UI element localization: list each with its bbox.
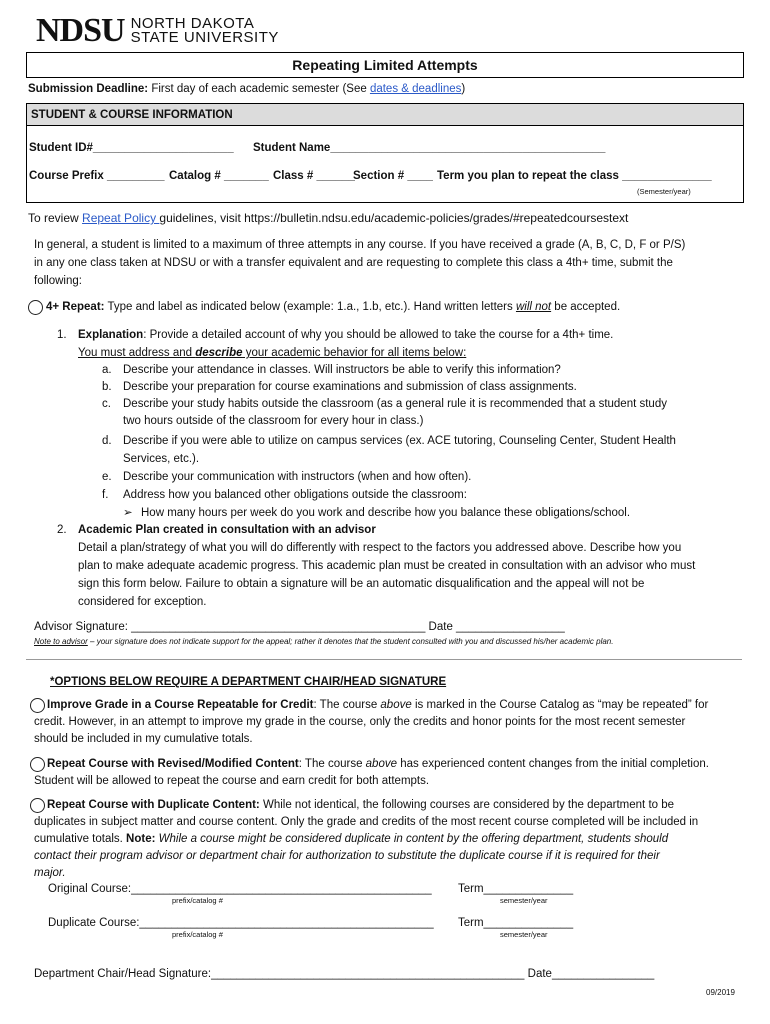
intro-line-1: In general, a student is limited to a maximum of three attempts in any course. If you have received a grade (A, B, C, D, F or P/S) (34, 239, 686, 251)
list-item-key: f. (102, 489, 109, 501)
improve-grade-radio[interactable] (30, 698, 45, 713)
list-item-key: d. (102, 435, 112, 447)
original-course-field[interactable]: Original Course:_______________________________________________ (48, 883, 432, 895)
list-item: Address how you balanced other obligations outside the classroom: (123, 489, 467, 501)
list-item: Describe if you were able to utilize on campus services (ex. ACE tutoring, Counseling Center, Student Health (123, 435, 676, 447)
intro-line-2: in any one class taken at NDSU or with a transfer equivalent and are requesting to complete this class a 4th+ time, submit the (34, 257, 673, 269)
list-item: Describe your study habits outside the classroom (as a general rule it is recommended that a student study (123, 398, 667, 410)
arrow-bullet-icon: ➢ (123, 507, 133, 519)
item-2-line: Detail a plan/strategy of what you will do differently with respect to the factors you addressed above. Describe how you (78, 542, 682, 554)
improve-grade-label: Improve Grade in a Course Repeatable for Credit: The course above is marked in the Course Catalog as “may be repeated” for (47, 699, 709, 711)
duplicate-content-text: duplicates in subject matter and course content. Only the grade and credits of the most recent course completed will be included in (34, 816, 699, 828)
advisor-signature-field[interactable]: Advisor Signature: ______________________________________________ Date _________________ (34, 621, 565, 633)
item-2-line: plan to make adequate academic progress. This academic plan must be created in consultation with an advisor who must (78, 560, 696, 572)
item-1-explanation: Explanation: Provide a detailed account of why you should be allowed to take the course for a 4th+ time. (78, 329, 614, 341)
original-term-field[interactable]: Term______________ (458, 883, 574, 895)
duplicate-course-field[interactable]: Duplicate Course:______________________________________________ (48, 917, 434, 929)
item-1-subheading: You must address and describe your academic behavior for all items below: (78, 347, 467, 359)
semester-year-caption: semester/year (500, 930, 548, 939)
item-2-line: considered for exception. (78, 596, 207, 608)
student-name-field[interactable]: Student Name___________________________________________ (253, 142, 606, 154)
item-1-number: 1. (57, 329, 67, 341)
revised-content-label: Repeat Course with Revised/Modified Content: The course above has experienced content changes from the initial completion. (47, 758, 709, 770)
repeat-4plus-radio[interactable] (28, 300, 43, 315)
list-item-key: e. (102, 471, 112, 483)
list-item: Describe your communication with instructors (when and how often). (123, 471, 472, 483)
item-2-line: sign this form below. Failure to obtain a signature will be an automatic disqualification and the appeal will not be (78, 578, 645, 590)
section-field[interactable]: Section # ____ (353, 170, 433, 182)
form-revision-date: 09/2019 (706, 988, 735, 997)
improve-grade-text: should be included in my cumulative totals. (34, 733, 253, 745)
department-chair-signature-field[interactable]: Department Chair/Head Signature:_________________________________________________ Date________________ (34, 968, 655, 980)
logo-wordmark: NDSU (36, 12, 125, 49)
duplicate-content-text: contact their program advisor or department chair for authorization to substitute the duplicate course if it is required for their (34, 850, 660, 862)
student-course-info-box (26, 103, 744, 203)
list-item-key: a. (102, 364, 112, 376)
duplicate-content-text: major. (34, 867, 66, 879)
repeat-term-field[interactable]: Term you plan to repeat the class ______________ (437, 170, 712, 182)
repeat-policy-link[interactable]: Repeat Policy (82, 211, 160, 225)
options-heading: *OPTIONS BELOW REQUIRE A DEPARTMENT CHAIR/HEAD SIGNATURE (50, 676, 447, 688)
student-id-field[interactable]: Student ID#______________________ (29, 142, 234, 154)
revised-content-radio[interactable] (30, 757, 45, 772)
duplicate-content-label: Repeat Course with Duplicate Content: While not identical, the following courses are considered by the department to be (47, 799, 675, 811)
review-policy-text: To review Repeat Policy guidelines, visit https://bulletin.ndsu.edu/academic-policies/grades/#repeatedcoursestext (28, 211, 629, 225)
duplicate-content-text: cumulative totals. Note: While a course might be considered duplicate in content by the offering department, students should (34, 833, 669, 845)
list-item-key: c. (102, 398, 111, 410)
list-item: Describe your preparation for course examinations and submission of class assignments. (123, 381, 577, 393)
revised-content-text: Student will be allowed to repeat the course and earn credit for both attempts. (34, 775, 430, 787)
advisor-note: Note to advisor – your signature does not indicate support for the appeal; rather it denotes that the student consulted with you and discussed his/her academic plan. (34, 637, 614, 646)
divider (26, 659, 742, 660)
list-item: two hours outside of the classroom for every hour in class.) (123, 415, 424, 427)
intro-line-3: following: (34, 275, 82, 287)
list-item: Services, etc.). (123, 453, 200, 465)
section-heading: STUDENT & COURSE INFORMATION (27, 104, 743, 126)
ndsu-logo (36, 14, 279, 48)
list-item: How many hours per week do you work and describe how you balance these obligations/school. (141, 507, 631, 519)
improve-grade-text: credit. However, in an attempt to improve my grade in the course, only the credits and honor points for the most recent semester (34, 716, 686, 728)
dates-deadlines-link[interactable]: dates & deadlines (369, 83, 462, 95)
semester-year-caption: semester/year (500, 896, 548, 905)
item-2-number: 2. (57, 524, 67, 536)
list-item: Describe your attendance in classes. Will instructors be able to verify this information? (123, 364, 561, 376)
repeat-4plus-label: 4+ Repeat: Type and label as indicated below (example: 1.a., 1.b, etc.). Hand written letters will not be accepted. (46, 301, 621, 313)
prefix-catalog-caption: prefix/catalog # (172, 896, 223, 905)
page-title: Repeating Limited Attempts (26, 52, 744, 78)
logo-subtitle: NORTH DAKOTA STATE UNIVERSITY (130, 15, 279, 46)
duplicate-content-radio[interactable] (30, 798, 45, 813)
catalog-field[interactable]: Catalog # _______ (169, 170, 269, 182)
item-2-heading: Academic Plan created in consultation with an advisor (78, 524, 376, 536)
term-caption: (Semester/year) (637, 187, 691, 196)
course-prefix-field[interactable]: Course Prefix _________ (29, 170, 165, 182)
submission-deadline: Submission Deadline: First day of each academic semester (See dates & deadlines) (28, 83, 466, 95)
prefix-catalog-caption: prefix/catalog # (172, 930, 223, 939)
duplicate-term-field[interactable]: Term______________ (458, 917, 574, 929)
list-item-key: b. (102, 381, 112, 393)
class-field[interactable]: Class # ______ (273, 170, 355, 182)
